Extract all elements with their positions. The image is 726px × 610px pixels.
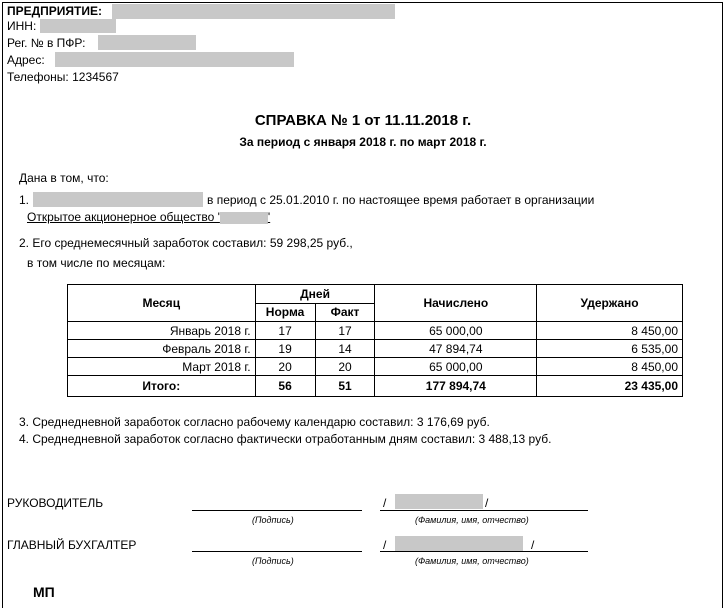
phones-label	[7, 70, 119, 84]
row-withheld: 8 450,00	[537, 358, 683, 376]
total-label: Итого:	[68, 376, 256, 397]
table-row	[68, 340, 683, 358]
col-days-header: Дней	[255, 285, 375, 304]
total-norm: 56	[255, 376, 315, 397]
director-signature-line	[192, 510, 362, 511]
redacted-pfr	[98, 35, 196, 50]
address-label: Адрес:	[7, 53, 45, 67]
accountant-signature-caption: (Подпись)	[252, 556, 294, 566]
director-signature-caption: (Подпись)	[252, 515, 294, 525]
inn-label: ИНН:	[7, 19, 37, 33]
director-slash-left: /	[383, 496, 387, 510]
redacted-address	[55, 52, 294, 67]
org-name-end: '	[267, 210, 271, 224]
col-fact-header: Факт	[315, 303, 375, 322]
row-withheld: 6 535,00	[537, 340, 683, 358]
item3-text: 3. Среднедневной заработок согласно рабочему календарю составил: 3 176,69 руб.	[19, 415, 490, 429]
redacted-employee-name	[33, 192, 203, 207]
document-title: СПРАВКА № 1 от 11.11.2018 г.	[254, 112, 472, 129]
director-name-line	[380, 510, 588, 511]
redacted-enterprise	[112, 4, 395, 19]
total-fact: 51	[315, 376, 375, 397]
row-month: Январь 2018 г.	[68, 322, 256, 340]
director-label: РУКОВОДИТЕЛЬ	[7, 496, 104, 510]
item1-text: в период с 25.01.2010 г. по настоящее время работает в организации	[207, 193, 595, 207]
row-norm: 19	[255, 340, 315, 358]
enterprise-label: ПРЕДПРИЯТИЕ:	[7, 4, 103, 18]
table-total-row	[68, 376, 683, 397]
director-slash-right: /	[485, 496, 489, 510]
pfr-label: Рег. № в ПФР:	[7, 36, 86, 50]
total-withheld: 23 435,00	[537, 376, 683, 397]
row-month: Март 2018 г.	[68, 358, 256, 376]
item2-line2: в том числе по месяцам:	[27, 256, 166, 270]
row-fact: 20	[315, 358, 375, 376]
row-fact: 17	[315, 322, 375, 340]
total-accrued: 177 894,74	[375, 376, 537, 397]
redacted-org-name	[220, 210, 271, 224]
redacted-inn	[40, 19, 116, 33]
row-accrued: 65 000,00	[375, 358, 537, 376]
row-accrued: 47 894,74	[375, 340, 537, 358]
document-period: За период с января 2018 г. по март 2018 г.	[239, 135, 487, 149]
phones-value: 1234567	[72, 70, 119, 84]
org-name-start: Открытое акционерное общество '	[27, 210, 220, 224]
col-withheld-header: Удержано	[537, 285, 683, 322]
org-name	[27, 210, 270, 224]
accountant-signature-line	[192, 551, 362, 552]
table-row	[68, 358, 683, 376]
accountant-slash-right: /	[531, 538, 535, 552]
table-row	[68, 322, 683, 340]
redacted-director-name	[395, 494, 483, 509]
stamp-place: МП	[33, 584, 55, 600]
accountant-slash-left: /	[383, 538, 387, 552]
accountant-label: ГЛАВНЫЙ БУХГАЛТЕР	[7, 538, 137, 552]
accountant-name-caption: (Фамилия, имя, отчество)	[415, 556, 529, 566]
row-fact: 14	[315, 340, 375, 358]
director-name-caption: (Фамилия, имя, отчество)	[415, 515, 529, 525]
row-norm: 17	[255, 322, 315, 340]
monthly-earnings-table	[67, 284, 683, 397]
accountant-name-line	[380, 551, 588, 552]
col-accrued-header: Начислено	[375, 285, 537, 322]
item2-line1: 2. Его среднемесячный заработок составил: 59 298,25 руб.,	[19, 236, 353, 250]
intro-text: Дана в том, что:	[19, 171, 109, 185]
redacted-accountant-name	[395, 536, 523, 551]
phones-label-text: Телефоны:	[7, 70, 69, 84]
col-month-header: Месяц	[68, 285, 256, 322]
item4-text: 4. Среднедневной заработок согласно фактически отработанным дням составил: 3 488,13 руб.	[19, 432, 552, 446]
row-accrued: 65 000,00	[375, 322, 537, 340]
item1-number: 1.	[19, 193, 30, 207]
row-withheld: 8 450,00	[537, 322, 683, 340]
row-norm: 20	[255, 358, 315, 376]
row-month: Февраль 2018 г.	[68, 340, 256, 358]
col-norm-header: Норма	[255, 303, 315, 322]
